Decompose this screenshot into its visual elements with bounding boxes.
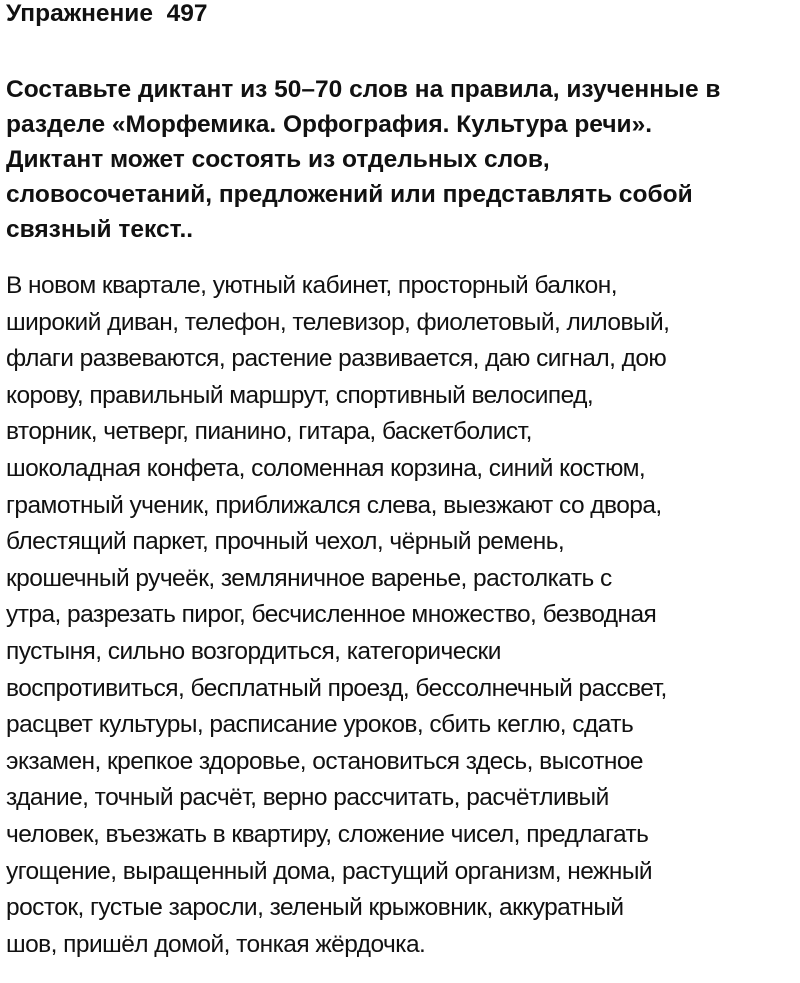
dictation-line: угощение, выращенный дома, растущий организм, нежный — [6, 857, 653, 885]
dictation-line: шов, пришёл домой, тонкая жёрдочка. — [6, 930, 426, 958]
dictation-line: крошечный ручеёк, земляничное варенье, растолкать с — [6, 564, 612, 592]
dictation-line: пустыня, сильно возгордиться, категорически — [6, 637, 501, 665]
dictation-line: экзамен, крепкое здоровье, остановиться здесь, высотное — [6, 747, 643, 775]
dictation-line: расцвет культуры, расписание уроков, сбить кеглю, сдать — [6, 711, 634, 739]
task-line: Диктант может состоять из отдельных слов, — [6, 146, 550, 173]
dictation-line: шоколадная конфета, соломенная корзина, синий костюм, — [6, 454, 646, 482]
task-instructions — [6, 72, 798, 247]
dictation-line: здание, точный расчёт, верно рассчитать, расчётливый — [6, 784, 609, 812]
dictation-line: блестящий паркет, прочный чехол, чёрный ремень, — [6, 528, 565, 556]
dictation-line: человек, въезжать в квартиру, сложение чисел, предлагать — [6, 820, 649, 848]
exercise-title: Упражнение 497 — [6, 0, 208, 27]
task-line: разделе «Морфемика. Орфография. Культура речи». — [6, 111, 653, 138]
task-line: словосочетаний, предложений или представлять собой — [6, 181, 693, 208]
dictation-line: воспротивиться, бесплатный проезд, бессолнечный рассвет, — [6, 674, 667, 702]
dictation-text — [6, 268, 798, 963]
task-line: связный текст.. — [6, 216, 194, 243]
document-page — [6, 0, 798, 963]
dictation-line: росток, густые заросли, зеленый крыжовник, аккуратный — [6, 894, 624, 922]
task-line: Составьте диктант из 50–70 слов на правила, изученные в — [6, 76, 721, 103]
dictation-line: широкий диван, телефон, телевизор, фиолетовый, лиловый, — [6, 308, 670, 336]
dictation-line: грамотный ученик, приближался слева, выезжают со двора, — [6, 491, 662, 519]
dictation-line: флаги развеваются, растение развивается, даю сигнал, дою — [6, 345, 667, 373]
dictation-line: корову, правильный маршрут, спортивный велосипед, — [6, 381, 594, 409]
dictation-line: утра, разрезать пирог, бесчисленное множество, безводная — [6, 601, 657, 629]
dictation-line: вторник, четверг, пианино, гитара, баскетболист, — [6, 418, 532, 446]
dictation-line: В новом квартале, уютный кабинет, просторный балкон, — [6, 272, 617, 299]
